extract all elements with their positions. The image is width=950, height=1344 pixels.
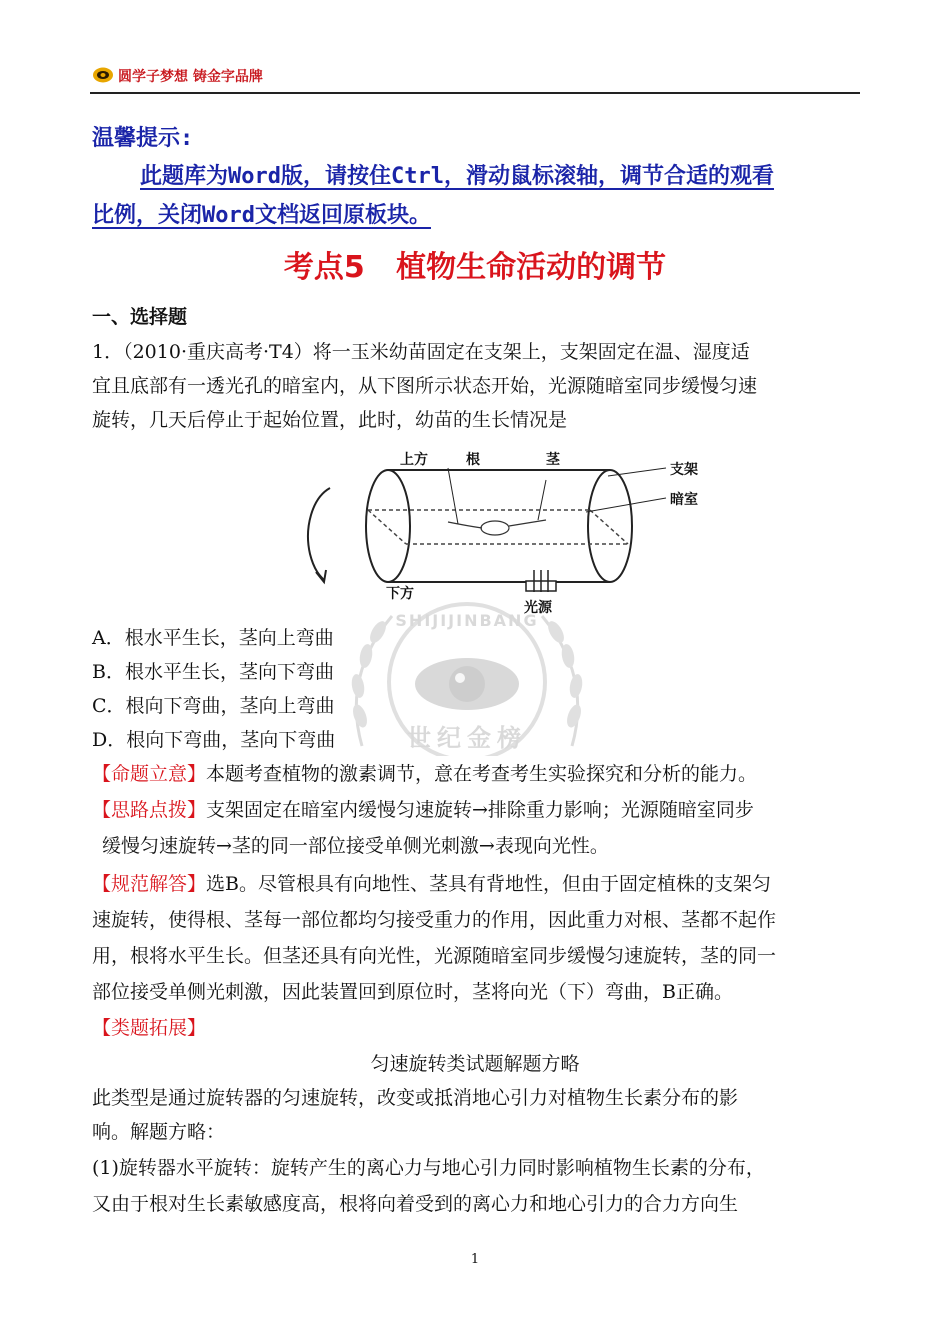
watermark-top-text: SHIJIJINBANG [395,611,539,630]
question-line: 旋转，几天后停止于起始位置，此时，幼苗的生长情况是 [92,409,568,431]
page-title: 考点5 植物生命活动的调节 [283,250,667,285]
tip-link-line-2[interactable]: 比例，关闭Word文档返回原板块。 [92,203,431,228]
answer-paragraph [92,872,771,896]
darkroom-left-end [366,470,410,582]
hint-label: 【思路点拨】 [92,799,207,821]
hint-text: 支架固定在暗室内缓慢匀速旋转→排除重力影响；光源随暗室同步 [206,799,754,821]
answer-text: 选B。尽管根具有向地性、茎具有背地性，但由于固定植株的支架匀 [206,873,771,895]
label-support: 支架 [670,462,698,478]
label-top: 上方 [400,452,428,468]
option-d: D．根向下弯曲，茎向下弯曲 [92,729,336,751]
stem-line [509,520,546,526]
tip-link-line-1[interactable]: 此题库为Word版，请按住Ctrl，滑动鼠标滚轴，调节合适的观看 [140,164,774,189]
intent-label: 【命题立意】 [92,763,207,785]
extension-line: 又由于根对生长素敏感度高，根将向着受到的离心力和地心引力的合力方向生 [92,1193,739,1215]
header-rule [90,92,860,94]
intent-paragraph [92,762,757,786]
answer-line: 部位接受单侧光刺激，因此装置回到原位时，茎将向光（下）弯曲，B正确。 [92,981,733,1003]
option-b: B．根水平生长，茎向下弯曲 [92,661,334,683]
extension-line: (1)旋转器水平旋转：旋转产生的离心力与地心引力同时影响植物生长素的分布， [92,1157,765,1179]
seed [481,521,509,535]
extension-line: 响。解题方略： [92,1121,226,1143]
answer-line: 速旋转，使得根、茎每一部位都均匀接受重力的作用，因此重力对根、茎都不起作 [92,909,777,931]
option-a: A．根水平生长，茎向上弯曲 [92,627,334,649]
option-c: C．根向下弯曲，茎向上弯曲 [92,695,335,717]
page-number: 1 [470,1252,480,1267]
question-line: 宜且底部有一透光孔的暗室内，从下图所示状态开始，光源随暗室同步缓慢匀速 [92,375,758,397]
answer-label: 【规范解答】 [92,873,207,895]
rotation-arrow-icon [308,488,330,580]
label-stem: 茎 [546,452,560,468]
intent-text: 本题考查植物的激素调节，意在考查考生实验探究和分析的能力。 [206,763,758,785]
hint-paragraph [92,798,754,822]
root-line [448,522,482,528]
experiment-diagram [290,446,730,622]
label-root: 根 [466,452,480,468]
answer-line: 用，根将水平生长。但茎还具有向光性，光源随暗室同步缓慢匀速旋转，茎的同一 [92,945,777,967]
extension-line: 此类型是通过旋转器的匀速旋转，改变或抵消地心引力对植物生长素分布的影 [92,1087,739,1109]
header-slogan: 圆学子梦想 铸金字品牌 [118,69,263,85]
label-bottom: 下方 [386,586,414,602]
hint-line: 缓慢匀速旋转→茎的同一部位接受单侧光刺激→表现向光性。 [102,835,609,857]
section-heading: 一、选择题 [92,306,188,328]
extension-subtitle: 匀速旋转类试题解题方略 [370,1053,580,1075]
logo-icon [92,66,114,84]
label-darkroom: 暗室 [670,492,698,508]
tip-title: 温馨提示: [92,126,194,151]
question-line: 1．（2010·重庆高考·T4）将一玉米幼苗固定在支架上，支架固定在温、湿度适 [92,341,750,363]
label-light-source: 光源 [524,600,552,616]
darkroom-right-end [588,470,632,582]
extension-label: 【类题拓展】 [92,1017,207,1039]
watermark-bottom-text: 世纪金榜 [407,724,527,752]
